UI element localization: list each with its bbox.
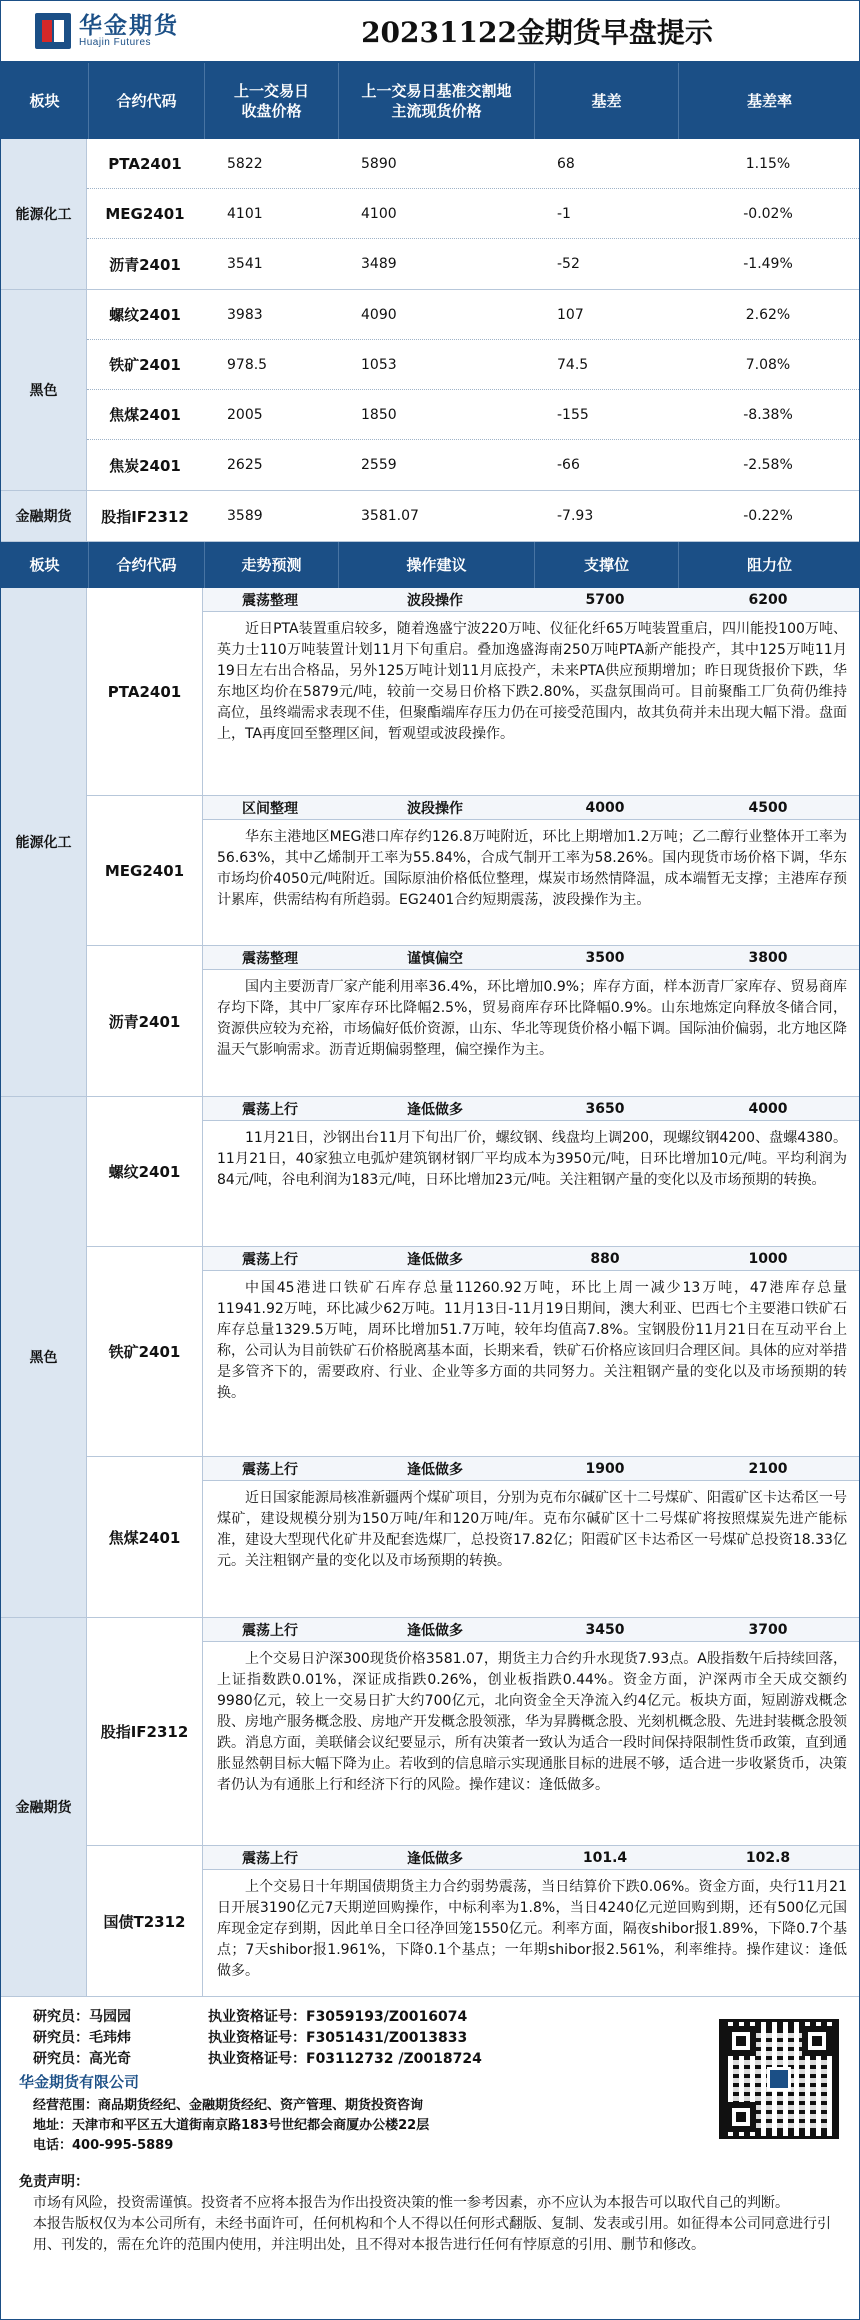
commentary: 中国45港进口铁矿石库存总量11260.92万吨，环比上周一减少13万吨，47港库存总量11941.92万吨，环比减少62万吨。11月13日-11月19日期间，澳大利亚、巴西七个主要港口铁矿石库存总量1329.5万吨，周环比增加51.7万吨，较年均值高7.8%。宝钢股份11月21日在互动平台上称，公司认为目前铁矿石价格脱离基本面，长期来看，铁矿石价格应该回归合理区间。具体的应对举措是多管齐下的，需要政府、行业、企业等多方面的共同努力。关注粗钢产量的变化以及市场预期的转换。 (217, 1280, 847, 1401)
sector-label: 能源化工 (1, 588, 87, 1096)
resistance: 6200 (748, 591, 788, 608)
strategy-item (87, 1097, 859, 1247)
basis-table (1, 139, 859, 542)
sector-label: 黑色 (1, 1097, 87, 1617)
basis-rate: -2.58% (743, 457, 793, 473)
advice: 逢低做多 (407, 1461, 463, 1478)
contract-code: 铁矿2401 (87, 1247, 203, 1456)
strategy-summary (203, 1457, 859, 1481)
researcher-cert: 执业资格证号：F3059193/Z0016074 (208, 2009, 468, 2025)
basis: -1 (557, 205, 571, 222)
logo-icon (35, 13, 71, 49)
basis-group-financial (1, 491, 859, 542)
sector-label: 金融期货 (1, 491, 87, 541)
spot-price: 5890 (361, 155, 397, 172)
disclaimer (1, 2156, 859, 2256)
contract-code: 沥青2401 (109, 255, 181, 274)
contract-code: 焦炭2401 (109, 456, 181, 475)
disclaimer-heading: 免责声明： (19, 2174, 89, 2190)
support: 880 (590, 1250, 620, 1267)
header-resistance: 阻力位 (679, 542, 860, 588)
contract-code: PTA2401 (87, 588, 203, 795)
basis-rate: 1.15% (745, 155, 791, 172)
basis-group-ferrous (1, 290, 859, 491)
strategy-summary (203, 588, 859, 612)
basis-rate: -1.49% (743, 256, 793, 272)
basis-rate: -8.38% (743, 406, 793, 423)
header-code: 合约代码 (89, 63, 205, 139)
trend: 震荡上行 (242, 1251, 298, 1268)
commentary: 上个交易日十年期国债期货主力合约弱势震荡，当日结算价下跌0.06%。资金方面，央行11月21日开展3190亿元7天期逆回购操作，中标利率为1.8%，当日4240亿元逆回购到期，还有500亿元国库现金定存到期，因此单日全口径净回笼1550亿元。利率方面，隔夜shibor报1.89%，下降0.7个基点；7天shibor报1.961%，下降0.1个基点；一年期shibor报2.561%，利率维持。操作建议：逢低做多。 (217, 1879, 847, 1979)
support: 3650 (585, 1100, 625, 1117)
advice: 逢低做多 (407, 1850, 463, 1867)
contract-code: 螺纹2401 (87, 1097, 203, 1246)
trend: 震荡整理 (242, 950, 298, 967)
commentary: 近日国家能源局核准新疆两个煤矿项目，分别为克布尔碱矿区十二号煤矿、阳霞矿区卡达希区一号煤矿，建设规模分别为150万吨/年和120万吨/年。克布尔碱矿区十二号煤矿将按照煤炭先进产能标准，建设大型现代化矿井及配套选煤厂，总投资17.82亿；阳霞矿区卡达希区一号煤矿总投资18.33亿元。关注粗钢产量的变化以及市场预期的转换。 (217, 1490, 847, 1569)
advice: 逢低做多 (407, 1101, 463, 1118)
strategy-summary (203, 1618, 859, 1642)
strategy-item (87, 1247, 859, 1457)
resistance: 3700 (748, 1621, 788, 1638)
basis-table-header (1, 63, 859, 139)
close-price: 4101 (227, 205, 263, 222)
trend: 震荡上行 (242, 1622, 298, 1639)
table-row (87, 340, 859, 390)
basis-rate: -0.02% (743, 205, 793, 222)
header-support: 支撑位 (535, 542, 679, 588)
trend: 震荡上行 (242, 1850, 298, 1867)
spot-price: 4100 (361, 205, 397, 222)
spot-price: 3489 (361, 256, 397, 272)
strategy-summary (203, 1097, 859, 1121)
close-price: 5822 (227, 155, 263, 172)
header-code: 合约代码 (89, 542, 205, 588)
contact-section (1, 1997, 859, 2156)
header-spot: 上一交易日基准交割地 主流现货价格 (339, 63, 535, 139)
advice: 逢低做多 (407, 1622, 463, 1639)
header-close: 上一交易日 收盘价格 (205, 63, 339, 139)
advice: 波段操作 (407, 592, 463, 609)
close-price: 978.5 (227, 356, 268, 373)
strategy-summary (203, 1846, 859, 1870)
header-trend: 走势预测 (205, 542, 339, 588)
resistance: 4000 (748, 1100, 788, 1117)
support: 1900 (585, 1460, 625, 1477)
contract-code: 股指IF2312 (101, 507, 189, 526)
contract-code: 沥青2401 (87, 946, 203, 1096)
basis: 68 (557, 155, 575, 172)
strategy-summary (203, 1247, 859, 1271)
disclaimer-risk: 市场有风险，投资需谨慎。投资者不应将本报告为作出投资决策的惟一参考因素，亦不应认为本报告可以取代自己的判断。 (33, 2195, 789, 2211)
strategy-item (87, 588, 859, 796)
strategy-item (87, 796, 859, 946)
contract-code: MEG2401 (87, 796, 203, 945)
resistance: 2100 (748, 1460, 788, 1477)
contract-code: 焦煤2401 (87, 1457, 203, 1617)
basis: -155 (557, 406, 589, 423)
spot-price: 1850 (361, 406, 397, 423)
support: 3500 (585, 949, 625, 966)
strategy-item (87, 1457, 859, 1617)
contract-code: 股指IF2312 (87, 1618, 203, 1845)
strategy-group-energy (1, 588, 859, 1097)
researcher-name: 研究员：高光奇 (33, 2051, 131, 2067)
table-row (87, 189, 859, 239)
spot-price: 4090 (361, 306, 397, 323)
trend: 震荡上行 (242, 1101, 298, 1118)
commentary: 上个交易日沪深300现货价格3581.07，期货主力合约升水现货7.93点。A股指数午后持续回落，上证指数跌0.01%，深证成指跌0.26%，创业板指跌0.44%。资金方面，沪深两市全天成交额约9980亿元，较上一交易日扩大约700亿元，北向资金全天净流入约4亿元。板块方面，短剧游戏概念股、房地产服务概念股、房地产开发概念股领涨，华为昇腾概念股、光刻机概念股、先进封装概念股领跌。消息方面，美联储会议纪要显示，所有决策者一致认为适合一段时间保持限制性货币政策，直到通胀显然朝目标大幅下降为止。若收到的信息暗示实现通胀目标的进展不够，适合进一步收紧货币，决策者仍认为有通胀上行和经济下行的风险。操作建议：逢低做多。 (217, 1651, 847, 1793)
disclaimer-copyright: 本报告版权仅为本公司所有，未经书面许可，任何机构和个人不得以任何形式翻版、复制、发表或引用。如征得本公司同意进行引用、刊发的，需在允许的范围内使用，并注明出处，且不得对本报告进行任何有悖原意的引用、删节和修改。 (33, 2216, 831, 2253)
resistance: 3800 (748, 949, 788, 966)
advice: 波段操作 (407, 800, 463, 817)
resistance: 1000 (748, 1250, 788, 1267)
table-row (87, 239, 859, 289)
strategy-item (87, 1618, 859, 1846)
sector-label: 能源化工 (1, 139, 87, 289)
support: 4000 (585, 799, 625, 816)
commentary: 国内主要沥青厂家产能利用率36.4%，环比增加0.9%；库存方面，样本沥青厂家库存、贸易商库存均下降，其中厂家库存环比降幅2.5%，贸易商库存环比降幅0.9%。山东地炼定向释放冬储合同，资源供应较为充裕，市场偏好低价资源，山东、华北等现货价格小幅下调。国际油价偏弱，北方地区降温天气影响需求。沥青近期偏弱整理，偏空操作为主。 (217, 979, 847, 1058)
close-price: 2625 (227, 457, 263, 473)
header-basis-rate: 基差率 (679, 63, 860, 139)
basis-group-energy (1, 139, 859, 290)
close-price: 3589 (227, 508, 263, 524)
strategy-summary (203, 796, 859, 820)
contract-code: 螺纹2401 (109, 306, 181, 324)
basis: -66 (557, 457, 580, 473)
header-basis: 基差 (535, 63, 679, 139)
sector-label: 黑色 (1, 290, 87, 490)
support: 101.4 (582, 1849, 628, 1866)
header-advice: 操作建议 (339, 542, 535, 588)
brand-logo (35, 13, 255, 49)
basis-rate: 2.62% (745, 306, 791, 323)
resistance: 102.8 (745, 1849, 791, 1866)
trend: 震荡上行 (242, 1461, 298, 1478)
trend: 震荡整理 (242, 592, 298, 609)
basis: -52 (557, 256, 580, 272)
spot-price: 2559 (361, 457, 397, 473)
researcher-name: 研究员：毛玮炜 (33, 2030, 131, 2046)
basis-rate: -0.22% (743, 508, 793, 524)
support: 3450 (585, 1621, 625, 1638)
brand-name-en: Huajin Futures (79, 36, 152, 48)
researcher-name: 研究员：马园园 (33, 2009, 131, 2025)
table-row (87, 440, 859, 490)
basis: -7.93 (557, 508, 594, 524)
researcher-cert: 执业资格证号：F3051431/Z0013833 (208, 2030, 468, 2046)
header-sector: 板块 (1, 542, 89, 588)
company-phone: 电话：400-995-5889 (33, 2138, 174, 2153)
resistance: 4500 (748, 799, 788, 816)
advice: 逢低做多 (407, 1251, 463, 1268)
strategy-group-ferrous (1, 1097, 859, 1618)
basis: 74.5 (557, 356, 589, 373)
strategy-table-header (1, 542, 859, 588)
table-row (87, 491, 859, 541)
strategy-summary (203, 946, 859, 970)
company-address: 地址：天津市和平区五大道街南京路183号世纪都会商厦办公楼22层 (33, 2118, 430, 2133)
basis: 107 (557, 306, 584, 323)
strategy-table (1, 588, 859, 1997)
support: 5700 (585, 591, 625, 608)
contract-code: MEG2401 (105, 204, 185, 223)
contract-code: 铁矿2401 (109, 356, 181, 374)
researcher-cert: 执业资格证号：F03112732 /Z0018724 (208, 2051, 482, 2067)
contract-code: 国债T2312 (87, 1846, 203, 1996)
close-price: 3983 (227, 306, 263, 323)
table-row (87, 139, 859, 189)
strategy-item (87, 1846, 859, 1996)
table-row (87, 390, 859, 440)
basis-rate: 7.08% (745, 356, 791, 373)
business-scope: 经营范围：商品期货经纪、金融期货经纪、资产管理、期货投资咨询 (33, 2098, 424, 2113)
commentary: 11月21日，沙钢出台11月下旬出厂价，螺纹钢、线盘均上调200，现螺纹钢4200、盘螺4380。11月21日，40家独立电弧炉建筑钢材钢厂平均成本为3950元/吨，日环比增加10元/吨。平均利润为84元/吨，谷电利润为183元/吨，日环比增加23元/吨。关注粗钢产量的变化以及市场预期的转换。 (217, 1130, 847, 1188)
commentary: 华东主港地区MEG港口库存约126.8万吨附近，环比上期增加1.2万吨；乙二醇行业整体开工率为56.63%，其中乙烯制开工率为55.84%，合成气制开工率为58.26%。国内现货市场价格下调，华东市场均价4050元/吨附近。国际原油价格低位整理，煤炭市场然情降温，成本端暂无支撑；主港库存预计累库，供需结构有所趋弱。EG2401合约短期震荡，波段操作为主。 (217, 829, 847, 908)
strategy-group-financial (1, 1618, 859, 1997)
trend: 区间整理 (242, 800, 298, 817)
sector-label: 金融期货 (1, 1618, 87, 1996)
strategy-item (87, 946, 859, 1096)
qr-code-icon (719, 2019, 839, 2139)
close-price: 2005 (227, 406, 263, 423)
report-header (1, 1, 859, 63)
advice: 谨慎偏空 (407, 950, 463, 967)
contract-code: PTA2401 (108, 154, 182, 173)
close-price: 3541 (227, 256, 263, 272)
page-title: 20231122金期货早盘提示 (361, 16, 713, 49)
contract-code: 焦煤2401 (109, 406, 181, 424)
brand-name-cn: 华金期货 (79, 12, 179, 39)
spot-price: 3581.07 (361, 508, 419, 524)
table-row (87, 290, 859, 340)
company-name: 华金期货有限公司 (19, 2073, 140, 2091)
commentary: 近日PTA装置重启较多，随着逸盛宁波220万吨、仪征化纤65万吨装置重启，四川能投100万吨、英力士110万吨装置计划11月下旬重启。叠加逸盛海南250万吨PTA新产能投产，其中125万吨11月19日左右出合格品，另外125万吨计划11月底投产，未来PTA供应预期增加；昨日现货报价下跌，华东地区均价在5879元/吨，较前一交易日价格下跌2.80%，买盘氛围尚可。目前聚酯工厂负荷仍维持高位，虽终端需求表现不佳，但聚酯端库存压力仍在可接受范围内，故其负荷并未出现大幅下滑。盘面上，TA再度回至整理区间，暂观望或波段操作。 (217, 621, 847, 742)
spot-price: 1053 (361, 356, 397, 373)
header-sector: 板块 (1, 63, 89, 139)
